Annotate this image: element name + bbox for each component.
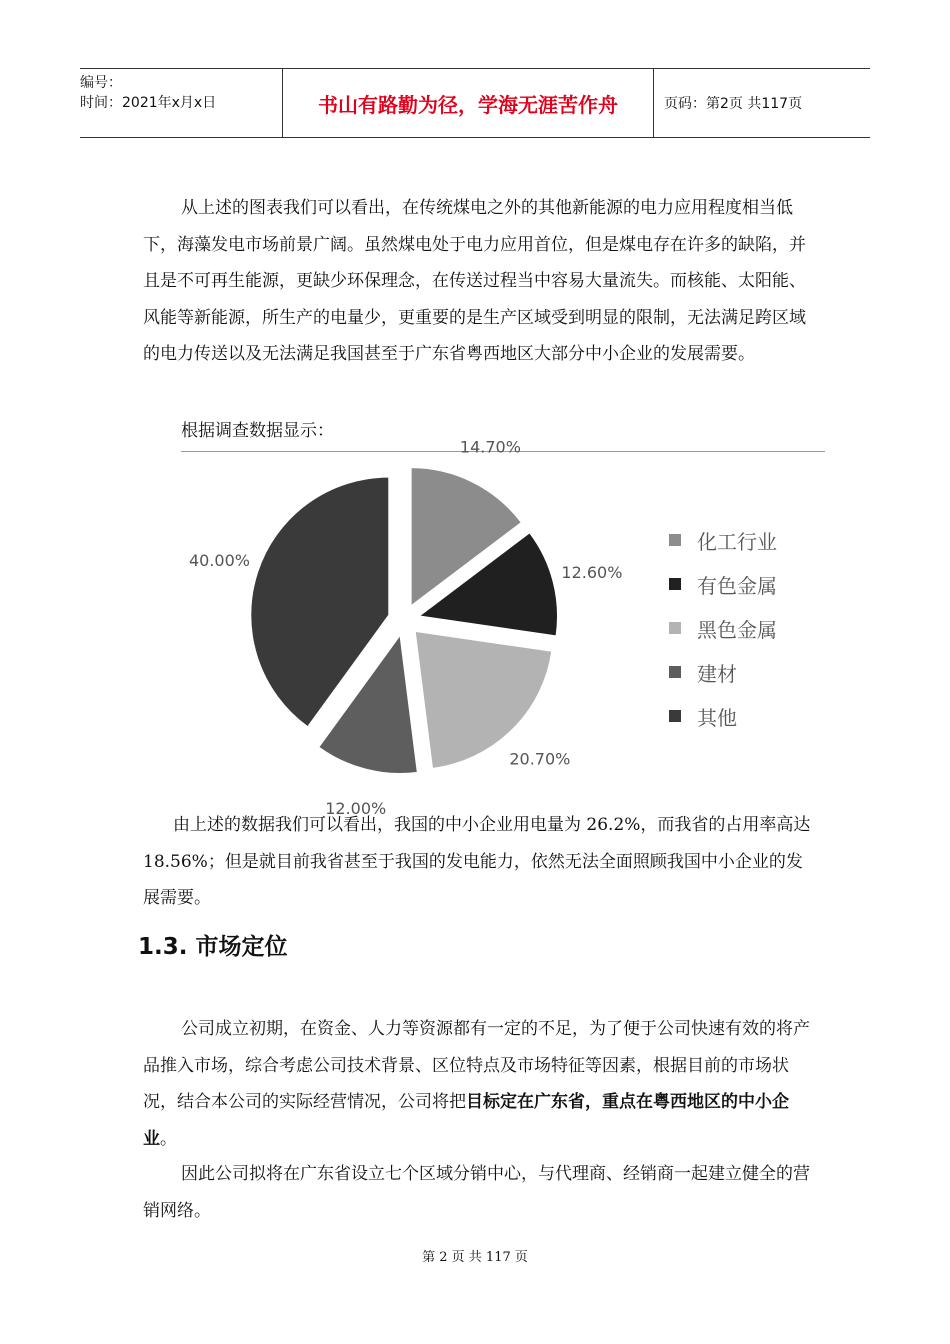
pie-label-other: 40.00% xyxy=(188,551,251,571)
document-header xyxy=(80,68,870,138)
pie-label-ferrous: 20.70% xyxy=(509,749,571,769)
legend-label: 黑色金属 xyxy=(697,617,777,642)
legend-label: 其他 xyxy=(697,705,737,730)
chart-legend xyxy=(669,518,777,738)
legend-label: 化工行业 xyxy=(697,529,777,554)
pie-slice-ferrous xyxy=(415,631,552,768)
paragraph-survey-intro: 根据调查数据显示： xyxy=(181,421,334,441)
legend-item-building xyxy=(669,650,777,694)
legend-item-ferrous xyxy=(669,606,777,650)
pie-chart xyxy=(181,437,825,818)
page-footer: 第 2 页 共 117 页 xyxy=(422,1250,528,1265)
legend-item-other xyxy=(669,694,777,738)
pie-chart-svg xyxy=(181,437,661,818)
paragraph-analysis: 从上述的图表我们可以看出，在传统煤电之外的其他新能源的电力应用程度相当低下，海藻发电市场前景广阔。虽然煤电处于电力应用首位，但是煤电存在许多的缺陷，并且是不可再生能源，更缺少环保理念，在传送过程当中容易大量流失。而核能、太阳能、风能等新能源，所生产的电量少，更重要的是生产区域受到明显的限制，无法满足跨区域的电力传送以及无法满足我国甚至于广东省粤西地区大部分中小企业的发展需要。 xyxy=(143,198,806,364)
pie-label-nonferrous: 12.60% xyxy=(561,562,623,582)
paragraph-market-positioning xyxy=(143,1011,818,1157)
header-number: 编号： xyxy=(80,75,122,91)
header-meta xyxy=(80,69,282,137)
section-heading: 1.3. 市场定位 xyxy=(138,934,288,960)
positioning-text: 公司成立初期，在资金、人力等资源都有一定的不足，为了便于公司快速有效的将产品推入市场，综合考虑公司技术背景、区位特点及市场特征等因素，根据目前的市场状况，结合本公司的实际经营情况，公司将把 xyxy=(143,1019,810,1112)
legend-item-nonferrous xyxy=(669,562,777,606)
header-time: 时间：2021年x月x日 xyxy=(80,95,217,111)
legend-swatch xyxy=(669,534,681,546)
paragraph-data-conclusion: 由上述的数据我们可以看出，我国的中小企业用电量为 26.2%，而我省的占用率高达 18.56%；但是就目前我省甚至于我国的发电能力，依然无法全面照顾我国中小企业的发展需要。 xyxy=(143,815,811,908)
positioning-target: 目标定在广东省，重点在粤西地区的中小企业 xyxy=(143,1092,789,1149)
header-page: 页码：第2页 共117页 xyxy=(664,96,803,112)
legend-label: 有色金属 xyxy=(697,573,777,598)
positioning-end: 。 xyxy=(160,1128,177,1149)
pie-label-chemical: 14.70% xyxy=(459,437,521,457)
legend-swatch xyxy=(669,666,681,678)
legend-swatch xyxy=(669,622,681,634)
pie-label-building: 12.00% xyxy=(325,798,387,818)
legend-swatch xyxy=(669,710,681,722)
legend-label: 建材 xyxy=(697,661,737,686)
legend-swatch xyxy=(669,578,681,590)
legend-item-chemical xyxy=(669,518,777,562)
paragraph-distribution: 因此公司拟将在广东省设立七个区域分销中心，与代理商、经销商一起建立健全的营销网络。 xyxy=(143,1164,810,1221)
header-motto: 书山有路勤为径，学海无涯苦作舟 xyxy=(282,69,654,137)
